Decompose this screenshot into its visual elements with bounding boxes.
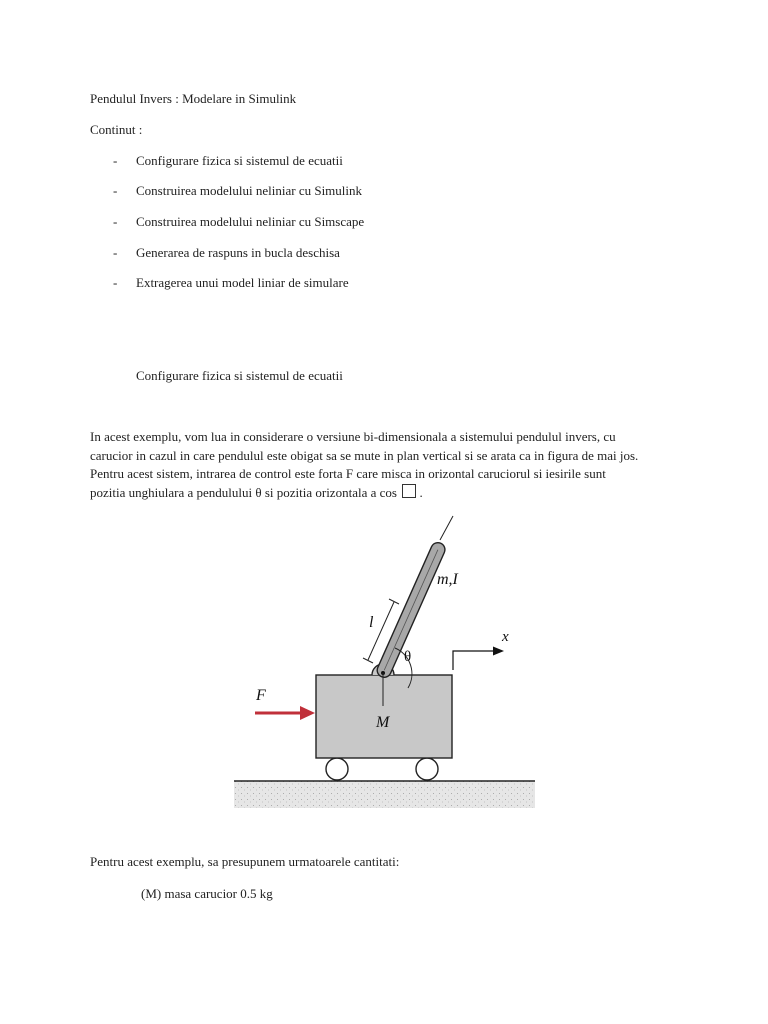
list-item-text: Generarea de raspuns in bucla deschisa: [136, 245, 340, 260]
position-arrow: [453, 651, 496, 670]
list-item-text: Construirea modelului neliniar cu Simulink: [136, 183, 363, 198]
paragraph-line: Pentru acest sistem, intrarea de control este forta F care misca in orizontal caruciorul si iesirile sunt: [90, 466, 606, 482]
list-dash: -: [113, 245, 118, 260]
pendulum-axis-line: [440, 516, 453, 540]
position-arrowhead: [493, 647, 504, 656]
list-dash: -: [113, 214, 118, 229]
list-item-text: Construirea modelului neliniar cu Simscape: [136, 214, 365, 229]
paragraph-last-line-end: .: [419, 485, 423, 501]
paragraph-last-line: pozitia unghiulara a pendulului θ si pozitia orizontala a cos: [90, 485, 397, 501]
length-label: l: [369, 614, 374, 631]
length-tick-bottom: [363, 658, 373, 663]
length-tick-top: [389, 599, 399, 604]
assumption-item: (M) masa carucior 0.5 kg: [141, 886, 273, 901]
wheel-left: [326, 758, 348, 780]
section-heading: Configurare fizica si sistemul de ecuatii: [136, 368, 343, 383]
cart-mass-label: M: [376, 714, 390, 731]
contents-label: Continut :: [90, 122, 143, 137]
list-item-text: Extragerea unui model liniar de simulare: [136, 275, 349, 290]
document-title: Pendulul Invers : Modelare in Simulink: [90, 91, 297, 106]
force-label: F: [256, 687, 266, 704]
position-label: x: [502, 629, 509, 645]
ground: [234, 781, 535, 808]
list-dash: -: [113, 153, 118, 168]
paragraph-line: In acest exemplu, vom lua in considerare o versiune bi-dimensionala a sistemului pendulul invers, cu: [90, 429, 616, 444]
list-item-text: Configurare fizica si sistemul de ecuatii: [136, 153, 343, 168]
list-dash: -: [113, 183, 118, 198]
force-arrowhead: [300, 706, 315, 720]
assumption-intro: Pentru acest exemplu, sa presupunem urmatoarele cantitati:: [90, 854, 400, 869]
angle-label: θ: [404, 649, 412, 665]
mass-inertia-label: m,I: [437, 571, 458, 588]
list-dash: -: [113, 275, 118, 290]
paragraph-line: carucior in cazul in care pendulul este obigat sa se mute in plan vertical si se arata ca in figura de mai jos.: [90, 447, 639, 463]
wheel-right: [416, 758, 438, 780]
